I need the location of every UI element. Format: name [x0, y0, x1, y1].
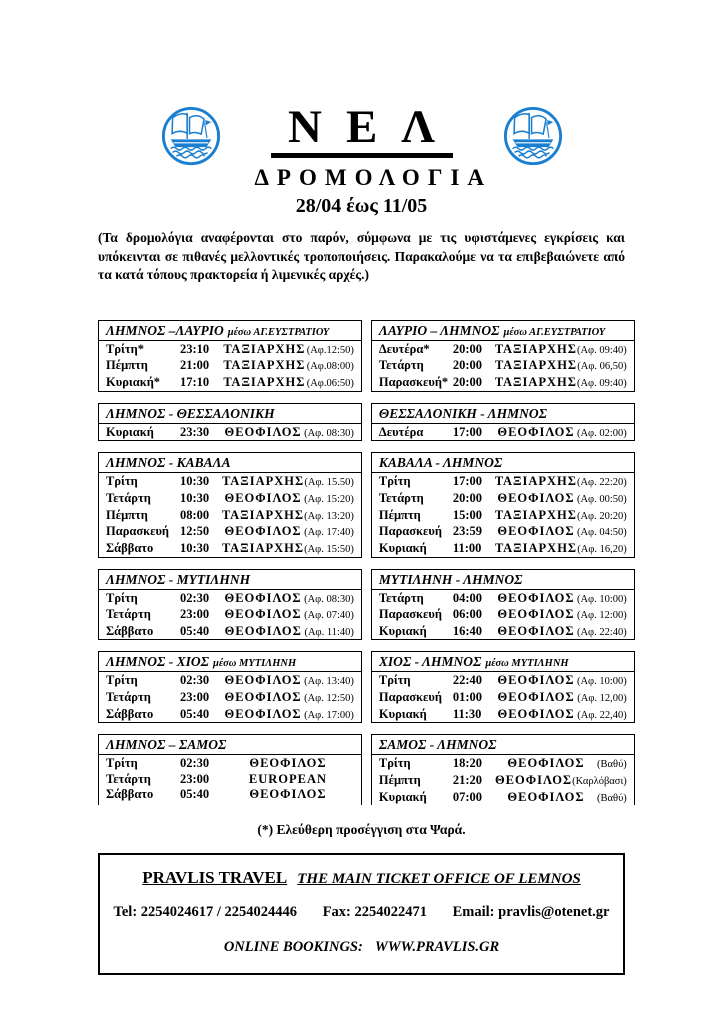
timetable-row — [99, 590, 361, 607]
arrival-cell: (Αφ. 12:00) — [576, 610, 627, 622]
ship-name-cell: ΘΕΟΦΙΛΟΣ — [507, 789, 585, 804]
arrival-cell: (Αφ.08:00) — [306, 361, 354, 373]
day-cell: Τετάρτη — [378, 491, 424, 505]
day-cell: Δευτέρα* — [378, 341, 430, 356]
day-cell: Τετάρτη — [106, 771, 151, 786]
timetable-row — [99, 374, 361, 391]
agency-tagline: THE MAIN TICKET OFFICE OF LEMNOS — [297, 871, 581, 888]
departure-time-cell: 21:20 — [452, 773, 483, 788]
arrival-cell: (Αφ. 08:30) — [304, 593, 354, 605]
departure-time-cell: 05:40 — [180, 787, 210, 802]
day-cell: Τετάρτη — [106, 491, 151, 505]
arrival-cell: (Καρλόβασι) — [572, 776, 627, 788]
day-cell: Τρίτη — [106, 673, 138, 688]
ship-name-cell: ΘΕΟΦΙΛΟΣ — [224, 590, 302, 605]
timetable — [98, 403, 362, 442]
route-name: ΛΑΥΡΙΟ – ΛΗΜΝΟΣ — [378, 322, 500, 338]
route-name: ΛΗΜΝΟΣ – ΣΑΜΟΣ — [106, 737, 227, 753]
departure-time-cell: 23:00 — [180, 690, 210, 705]
departure-time-cell: 08:00 — [180, 507, 210, 522]
day-cell: Κυριακή* — [106, 375, 161, 390]
departure-time-cell: 17:00 — [452, 474, 483, 489]
route-title — [99, 652, 361, 672]
day-cell: Σάββατο — [106, 787, 154, 802]
route-title — [372, 453, 634, 473]
day-cell: Πέμπτη — [378, 507, 421, 522]
contact-line — [112, 904, 611, 921]
timetable — [371, 569, 635, 641]
arrival-cell: (Αφ. 22:40) — [576, 626, 627, 638]
fax-text: Fax: 2254022471 — [322, 904, 427, 921]
timetable-row — [99, 357, 361, 374]
route-name: ΛΗΜΝΟΣ - ΘΕΣΣΑΛΟΝΙΚΗ — [106, 405, 275, 421]
route-name: ΛΗΜΝΟΣ –ΛΑΥΡΙΟ — [106, 322, 224, 338]
departure-time-cell: 05:40 — [180, 623, 210, 638]
arrival-cell: (Αφ. 17:40) — [304, 527, 354, 539]
departure-time-cell: 22:40 — [452, 673, 483, 688]
psara-footnote: (*) Ελεύθερη προσέγγιση στα Ψαρά. — [257, 822, 466, 838]
ship-name-cell: ΘΕΟΦΙΛΟΣ — [224, 673, 302, 688]
timetable — [371, 734, 635, 805]
day-cell: Πέμπτη — [106, 358, 148, 373]
arrival-cell: (Αφ. 15:50) — [304, 543, 354, 555]
arrival-cell: (Αφ. 09:40) — [576, 378, 627, 390]
ship-name-cell: ΘΕΟΦΙΛΟΣ — [497, 524, 575, 539]
departure-time-cell: 23:00 — [180, 607, 210, 622]
ship-name-cell: ΘΕΟΦΙΛΟΣ — [497, 491, 575, 505]
route-title — [372, 652, 634, 672]
ship-name-cell: ΤΑΞΙΑΡΧΗΣ — [495, 358, 578, 373]
ship-name-cell: ΤΑΞΙΑΡΧΗΣ — [495, 540, 578, 555]
ship-name-cell: ΤΑΞΙΑΡΧΗΣ — [222, 507, 305, 522]
route-name: ΛΗΜΝΟΣ - ΜΥΤΙΛΗΝΗ — [106, 571, 251, 587]
timetable-row — [99, 606, 361, 623]
departure-time-cell: 23:00 — [180, 771, 210, 786]
timetable-row — [99, 507, 361, 524]
timetable-row — [372, 341, 634, 358]
day-cell: Σάββατο — [106, 623, 154, 638]
arrival-cell: (Αφ. 11:40) — [304, 626, 354, 638]
timetable-row — [372, 789, 634, 806]
ship-name-cell: ΘΕΟΦΙΛΟΣ — [497, 690, 575, 705]
route-via: μέσω ΑΓ.ΕΥΣΤΡΑΤΙΟΥ — [503, 326, 606, 338]
ship-name-cell: ΤΑΞΙΑΡΧΗΣ — [494, 474, 577, 489]
nel-ship-logo-right-icon — [501, 106, 565, 168]
arrival-cell: (Αφ. 06,50) — [577, 361, 627, 373]
day-cell: Παρασκευή — [106, 524, 170, 539]
arrival-cell: (Αφ. 13:20) — [304, 510, 354, 522]
timetable — [371, 651, 635, 723]
timetable — [371, 452, 635, 557]
ship-name-cell: ΘΕΟΦΙΛΟΣ — [224, 690, 302, 705]
email-text: Email: pravlis@otenet.gr — [452, 904, 610, 921]
departure-time-cell: 20:00 — [452, 491, 483, 505]
day-cell: Τρίτη — [378, 756, 411, 771]
arrival-cell: (Αφ. 17:00) — [304, 709, 354, 721]
timetable-row — [99, 771, 361, 786]
day-cell: Παρασκευή — [378, 690, 442, 705]
departure-time-cell: 20:00 — [452, 358, 483, 373]
departure-time-cell: 20:00 — [452, 375, 483, 390]
departure-time-cell: 10:30 — [180, 474, 210, 489]
ship-name-cell: EUROPEAN — [248, 771, 328, 786]
arrival-cell: (Αφ. 10:00) — [576, 593, 627, 605]
departure-time-cell: 06:00 — [452, 607, 483, 622]
timetable-row — [372, 606, 634, 623]
arrival-cell: (Αφ. 20:20) — [576, 510, 627, 522]
timetable-row — [99, 490, 361, 507]
arrival-cell: (Αφ. 16,20) — [577, 543, 627, 555]
departure-time-cell: 02:30 — [180, 590, 210, 605]
timetable-row — [372, 672, 634, 689]
route-name: ΜΥΤΙΛΗΝΗ - ΛΗΜΝΟΣ — [378, 571, 523, 587]
departure-time-cell: 21:00 — [180, 358, 210, 373]
date-range: 28/04 έως 11/05 — [295, 195, 428, 218]
departure-time-cell: 11:00 — [452, 540, 482, 555]
timetable — [98, 452, 362, 557]
timetable — [371, 403, 635, 442]
departure-time-cell: 02:30 — [180, 673, 210, 688]
departure-time-cell: 10:30 — [180, 491, 210, 505]
timetable — [371, 320, 635, 392]
ship-name-cell: ΘΕΟΦΙΛΟΣ — [497, 706, 575, 721]
departure-time-cell: 18:20 — [452, 756, 483, 771]
departure-time-cell: 20:00 — [452, 341, 483, 356]
ship-name-cell: ΤΑΞΙΑΡΧΗΣ — [223, 358, 306, 373]
departure-time-cell: 10:30 — [180, 540, 210, 555]
timetable-row — [372, 507, 634, 524]
departure-time-cell: 04:00 — [452, 590, 483, 605]
day-cell: Πέμπτη — [378, 773, 421, 788]
ship-name-cell: ΘΕΟΦΙΛΟΣ — [224, 491, 302, 505]
arrival-cell: (Βαθύ) — [597, 759, 627, 771]
day-cell: Κυριακή — [106, 424, 154, 439]
timetable-row — [372, 772, 634, 789]
ship-name-cell: ΘΕΟΦΙΛΟΣ — [497, 424, 575, 439]
route-title — [99, 570, 361, 590]
arrival-cell: (Αφ. 15.50) — [304, 477, 354, 489]
ship-name-cell: ΤΑΞΙΑΡΧΗΣ — [494, 375, 577, 390]
timetable-row — [99, 672, 361, 689]
day-cell: Τετάρτη — [378, 358, 424, 373]
departure-time-cell: 15:00 — [452, 507, 483, 522]
timetable-row — [372, 424, 634, 441]
ship-name-cell: ΤΑΞΙΑΡΧΗΣ — [222, 474, 305, 489]
timetable-row — [99, 689, 361, 706]
timetable-row — [99, 623, 361, 640]
ship-name-cell: ΘΕΟΦΙΛΟΣ — [249, 787, 327, 802]
arrival-cell: (Αφ. 08:30) — [304, 427, 354, 439]
online-bookings-label: ONLINE BOOKINGS: — [223, 939, 363, 956]
route-title — [372, 570, 634, 590]
day-cell: Σάββατο — [106, 540, 154, 555]
timetable-row — [99, 473, 361, 490]
timetable-row — [372, 590, 634, 607]
ship-name-cell: ΘΕΟΦΙΛΟΣ — [497, 590, 575, 605]
timetable-row — [99, 523, 361, 540]
masthead — [0, 0, 723, 218]
departure-time-cell: 11:30 — [452, 706, 482, 721]
arrival-cell: (Αφ. 22:20) — [576, 477, 627, 489]
timetable-row — [372, 540, 634, 557]
route-title — [99, 453, 361, 473]
timetable-row — [99, 424, 361, 441]
departure-time-cell: 23:10 — [180, 341, 210, 356]
timetable-row — [372, 357, 634, 374]
arrival-cell: (Βαθύ) — [597, 792, 627, 804]
timetable-row — [372, 689, 634, 706]
departure-time-cell: 23:30 — [180, 424, 210, 439]
arrival-cell: (Αφ. 09:40) — [576, 344, 627, 356]
day-cell: Κυριακή — [378, 540, 427, 555]
ship-name-cell: ΤΑΞΙΑΡΧΗΣ — [223, 341, 306, 356]
day-cell: Δευτέρα — [378, 424, 424, 439]
arrival-cell: (Αφ. 12:50) — [304, 693, 354, 705]
route-name: ΣΑΜΟΣ - ΛΗΜΝΟΣ — [378, 737, 497, 753]
ship-name-cell: ΤΑΞΙΑΡΧΗΣ — [494, 341, 577, 356]
timetable-row — [372, 473, 634, 490]
brand-block — [247, 101, 493, 218]
departure-time-cell: 05:40 — [180, 706, 210, 721]
route-name: ΘΕΣΣΑΛΟΝΙΚΗ - ΛΗΜΝΟΣ — [378, 405, 547, 421]
arrival-cell: (Αφ. 15:20) — [304, 494, 354, 505]
timetable-row — [372, 755, 634, 772]
route-title — [99, 404, 361, 424]
ship-name-cell: ΘΕΟΦΙΛΟΣ — [497, 623, 575, 638]
ship-name-cell: ΤΑΞΙΑΡΧΗΣ — [223, 375, 306, 390]
day-cell: Τρίτη — [106, 756, 138, 771]
day-cell: Κυριακή — [378, 623, 427, 638]
day-cell: Τετάρτη — [378, 590, 424, 605]
route-via: μέσω ΑΓ.ΕΥΣΤΡΑΤΙΟΥ — [227, 326, 330, 338]
departure-time-cell: 12:50 — [180, 524, 210, 539]
timetable-row — [99, 540, 361, 557]
day-cell: Κυριακή — [378, 789, 427, 804]
ship-name-cell: ΘΕΟΦΙΛΟΣ — [497, 607, 575, 622]
timetable-row — [372, 623, 634, 640]
online-bookings-site: WWW.PRAVLIS.GR — [374, 939, 500, 956]
day-cell: Πέμπτη — [106, 507, 148, 522]
day-cell: Τρίτη — [106, 474, 138, 489]
timetable-row — [99, 755, 361, 770]
day-cell: Σάββατο — [106, 706, 154, 721]
route-name: ΚΑΒΑΛΑ - ΛΗΜΝΟΣ — [378, 455, 503, 471]
ship-name-cell: ΘΕΟΦΙΛΟΣ — [494, 773, 573, 788]
ship-name-cell: ΘΕΟΦΙΛΟΣ — [497, 673, 575, 688]
brand-underline — [271, 153, 453, 158]
arrival-cell: (Αφ. 00:50) — [576, 494, 627, 505]
company-name: ΝΕΛ — [288, 101, 459, 153]
day-cell: Κυριακή — [378, 706, 427, 721]
arrival-cell: (Αφ. 02:00) — [576, 427, 627, 439]
arrival-cell: (Αφ. 12,00) — [577, 693, 627, 705]
route-title — [372, 321, 634, 341]
timetable-row — [372, 374, 634, 391]
arrival-cell: (Αφ. 13:40) — [304, 676, 354, 688]
departure-time-cell: 17:10 — [180, 375, 210, 390]
ship-name-cell: ΘΕΟΦΙΛΟΣ — [224, 424, 302, 439]
route-via: μέσω ΜΥΤΙΛΗΝΗ — [485, 658, 569, 670]
ship-name-cell: ΘΕΟΦΙΛΟΣ — [224, 524, 302, 539]
day-cell: Τρίτη — [378, 474, 411, 489]
route-title — [372, 404, 634, 424]
day-cell: Τετάρτη — [106, 690, 151, 705]
ship-name-cell: ΘΕΟΦΙΛΟΣ — [224, 706, 302, 721]
route-title — [99, 321, 361, 341]
arrival-cell: (Αφ. 07:40) — [304, 610, 354, 622]
ship-name-cell: ΘΕΟΦΙΛΟΣ — [224, 607, 302, 622]
route-title — [372, 735, 634, 755]
day-cell: Τρίτη — [106, 590, 138, 605]
departure-time-cell: 23:59 — [452, 524, 483, 539]
day-cell: Παρασκευή* — [378, 375, 449, 390]
arrival-cell: (Αφ.12:50) — [306, 344, 354, 356]
ship-name-cell: ΤΑΞΙΑΡΧΗΣ — [494, 507, 577, 522]
page-title: ΔΡΟΜΟΛΟΓΙΑ — [254, 165, 493, 191]
timetable-row — [99, 786, 361, 801]
route-name: ΧΙΟΣ - ΛΗΜΝΟΣ — [378, 654, 482, 670]
day-cell: Τρίτη* — [106, 341, 145, 356]
day-cell: Τρίτη — [378, 673, 411, 688]
timetable — [98, 734, 362, 805]
disclaimer-text: (Τα δρομολόγια αναφέρονται στο παρόν, σύμφωνα με τις υφιστάμενες εγκρίσεις και υπόκεινται σε πιθανές μελλοντικές τροποποιήσεις. Παρακαλούμε να τα επιβεβαιώνετε από τα κατά τόπους πρακτορεία ή λιμενικές αρχές.) — [98, 230, 625, 283]
departure-time-cell: 16:40 — [452, 623, 483, 638]
day-cell: Τετάρτη — [106, 607, 151, 622]
ship-name-cell: ΘΕΟΦΙΛΟΣ — [224, 623, 302, 638]
arrival-cell: (Αφ. 10:00) — [576, 676, 627, 688]
day-cell: Παρασκευή — [378, 524, 442, 539]
route-title — [99, 735, 361, 755]
timetable-row — [372, 706, 634, 723]
agency-title-line — [112, 868, 611, 888]
agency-box — [98, 853, 625, 975]
arrival-cell: (Αφ. 22,40) — [577, 709, 627, 721]
timetable — [98, 651, 362, 723]
route-via: μέσω ΜΥΤΙΛΗΝΗ — [212, 658, 297, 670]
timetable-row — [99, 341, 361, 358]
departure-time-cell: 17:00 — [452, 424, 483, 439]
departure-time-cell: 02:30 — [180, 756, 210, 771]
arrival-cell: (Αφ.06:50) — [306, 378, 354, 390]
nel-ship-logo-left-icon — [159, 106, 223, 168]
departure-time-cell: 07:00 — [452, 789, 483, 804]
departure-time-cell: 01:00 — [452, 690, 483, 705]
timetable-row — [372, 490, 634, 507]
route-name: ΛΗΜΝΟΣ - ΚΑΒΑΛΑ — [106, 455, 231, 471]
route-name: ΛΗΜΝΟΣ - ΧΙΟΣ — [106, 654, 209, 670]
tel-text: Tel: 2254024617 / 2254024446 — [113, 904, 298, 921]
ship-name-cell: ΤΑΞΙΑΡΧΗΣ — [222, 540, 305, 555]
arrival-cell: (Αφ. 04:50) — [576, 527, 627, 539]
day-cell: Παρασκευή — [378, 607, 442, 622]
ship-name-cell: ΘΕΟΦΙΛΟΣ — [507, 756, 585, 771]
timetable-row — [99, 706, 361, 723]
timetable — [98, 569, 362, 641]
agency-name: PRAVLIS TRAVEL — [142, 868, 288, 888]
timetable-row — [372, 523, 634, 540]
ship-name-cell: ΘΕΟΦΙΛΟΣ — [249, 756, 327, 771]
timetable-grid — [98, 320, 625, 806]
online-bookings-line — [112, 939, 611, 956]
timetable — [98, 320, 362, 392]
